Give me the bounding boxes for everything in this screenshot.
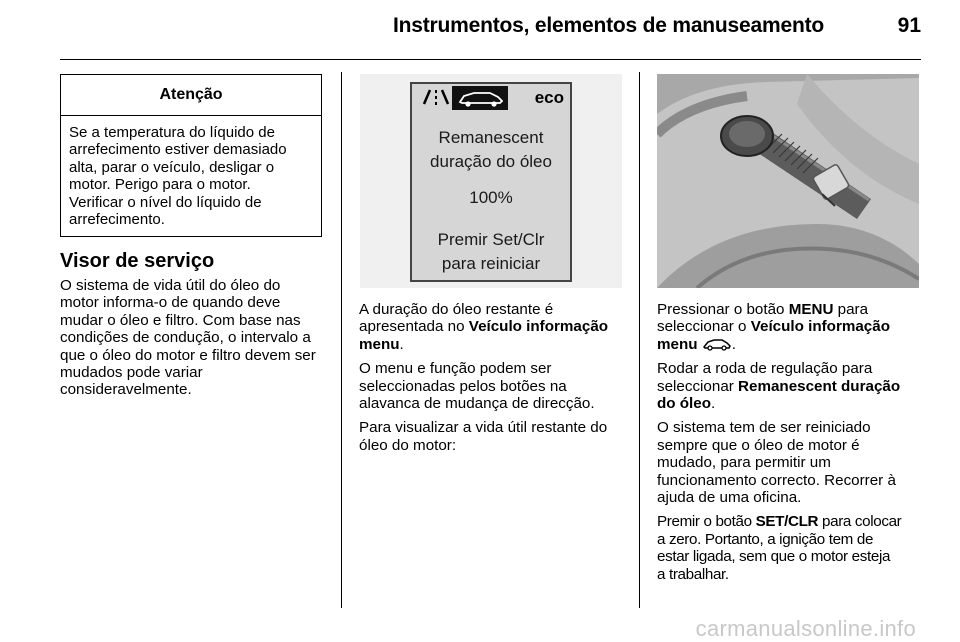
text: seleccionar <box>657 377 739 395</box>
warning-line: motor. Perigo para o motor. <box>69 176 251 194</box>
lever-illustration <box>657 74 919 288</box>
section-body <box>60 277 328 399</box>
bold-text: Remanescent duração <box>738 377 901 395</box>
text: apresentada no <box>359 318 469 336</box>
warning-line: arrefecimento estiver demasiado <box>69 141 287 159</box>
text: óleo do motor: <box>359 436 457 454</box>
text: ajuda de uma oficina. <box>657 489 802 507</box>
text: para <box>833 301 869 318</box>
column-3-text <box>657 301 927 590</box>
warning-line: Se a temperatura do líquido de <box>69 124 275 141</box>
text: seleccionar o <box>657 318 751 336</box>
warning-box <box>60 74 322 237</box>
warning-line: alta, parar o veículo, desligar o <box>69 158 275 176</box>
column-divider-1 <box>341 72 342 608</box>
warning-line: arrefecimento. <box>69 211 165 229</box>
text: sempre que o óleo de motor é <box>657 436 860 454</box>
body-line: mudar o óleo e filtro. Com base nas <box>60 311 301 329</box>
text: O menu e função podem ser <box>359 360 552 378</box>
bold-text: menu <box>657 335 698 353</box>
page-header-title: Instrumentos, elementos de manuseamento <box>393 14 824 37</box>
text: . <box>711 395 716 413</box>
bold-text: MENU <box>788 301 834 318</box>
car-icon <box>452 86 508 110</box>
text: A duração do óleo restante é <box>359 301 554 318</box>
page-number: 91 <box>897 14 921 37</box>
bold-text: menu <box>359 335 400 353</box>
turn-signal-lever-photo <box>657 74 919 288</box>
body-line: consideravelmente. <box>60 381 192 399</box>
road-icon <box>424 90 448 105</box>
body-line: O sistema de vida útil do óleo do <box>60 277 281 294</box>
column-2-text <box>359 301 627 461</box>
display-percent: 100% <box>469 188 513 207</box>
text: alavanca de mudança de direcção. <box>359 395 595 413</box>
text: funcionamento correcto. Recorrer à <box>657 471 896 489</box>
paragraph <box>359 301 627 353</box>
paragraph <box>657 513 927 583</box>
bold-text: SET/CLR <box>755 513 819 531</box>
text: Rodar a roda de regulação para <box>657 360 873 378</box>
text: para colocar <box>818 513 902 531</box>
warning-heading: Atenção <box>61 75 321 116</box>
text: O sistema tem de ser reiniciado <box>657 419 871 437</box>
paragraph <box>657 301 927 353</box>
paragraph <box>657 360 927 412</box>
car-symbol-icon <box>702 337 732 351</box>
text: a trabalhar. <box>657 565 729 583</box>
header-rule <box>60 59 921 60</box>
text: mudado, para permitir um <box>657 454 831 472</box>
display-line: Premir Set/Clr <box>437 230 545 249</box>
text: a zero. Portanto, a ignição tem de <box>657 530 874 548</box>
text: Pressionar o botão <box>657 301 789 318</box>
info-display-figure <box>360 74 622 288</box>
body-line: que o óleo do motor e filtro devem ser <box>60 346 316 364</box>
watermark: carmanualsonline.info <box>695 616 916 641</box>
warning-body <box>61 116 321 228</box>
eco-label: eco <box>534 88 564 107</box>
info-display-screen <box>410 82 572 282</box>
body-line: condições de condução, o intervalo a <box>60 329 311 347</box>
body-line: motor informa-o de quando deve <box>60 294 281 312</box>
section-title: Visor de serviço <box>60 250 215 272</box>
text: . <box>399 335 404 353</box>
display-line: duração do óleo <box>430 152 552 171</box>
paragraph <box>359 360 627 412</box>
bold-text: Veículo informação <box>468 318 609 336</box>
body-line: mudados pode variar <box>60 364 203 382</box>
paragraph <box>359 419 627 454</box>
bold-text: Veículo informação <box>750 318 890 336</box>
column-divider-2 <box>639 72 640 608</box>
bold-text: do óleo <box>657 395 711 413</box>
text: Premir o botão <box>657 513 756 531</box>
paragraph <box>657 419 927 506</box>
display-line: Remanescent <box>438 128 544 147</box>
text: Para visualizar a vida útil restante do <box>359 419 608 437</box>
text: estar ligada, sem que o motor esteja <box>657 548 891 566</box>
display-line: para reiniciar <box>441 254 541 273</box>
warning-line: Verificar o nível do líquido de <box>69 193 262 211</box>
text: . <box>731 335 736 353</box>
text: seleccionadas pelos botões na <box>359 377 567 395</box>
